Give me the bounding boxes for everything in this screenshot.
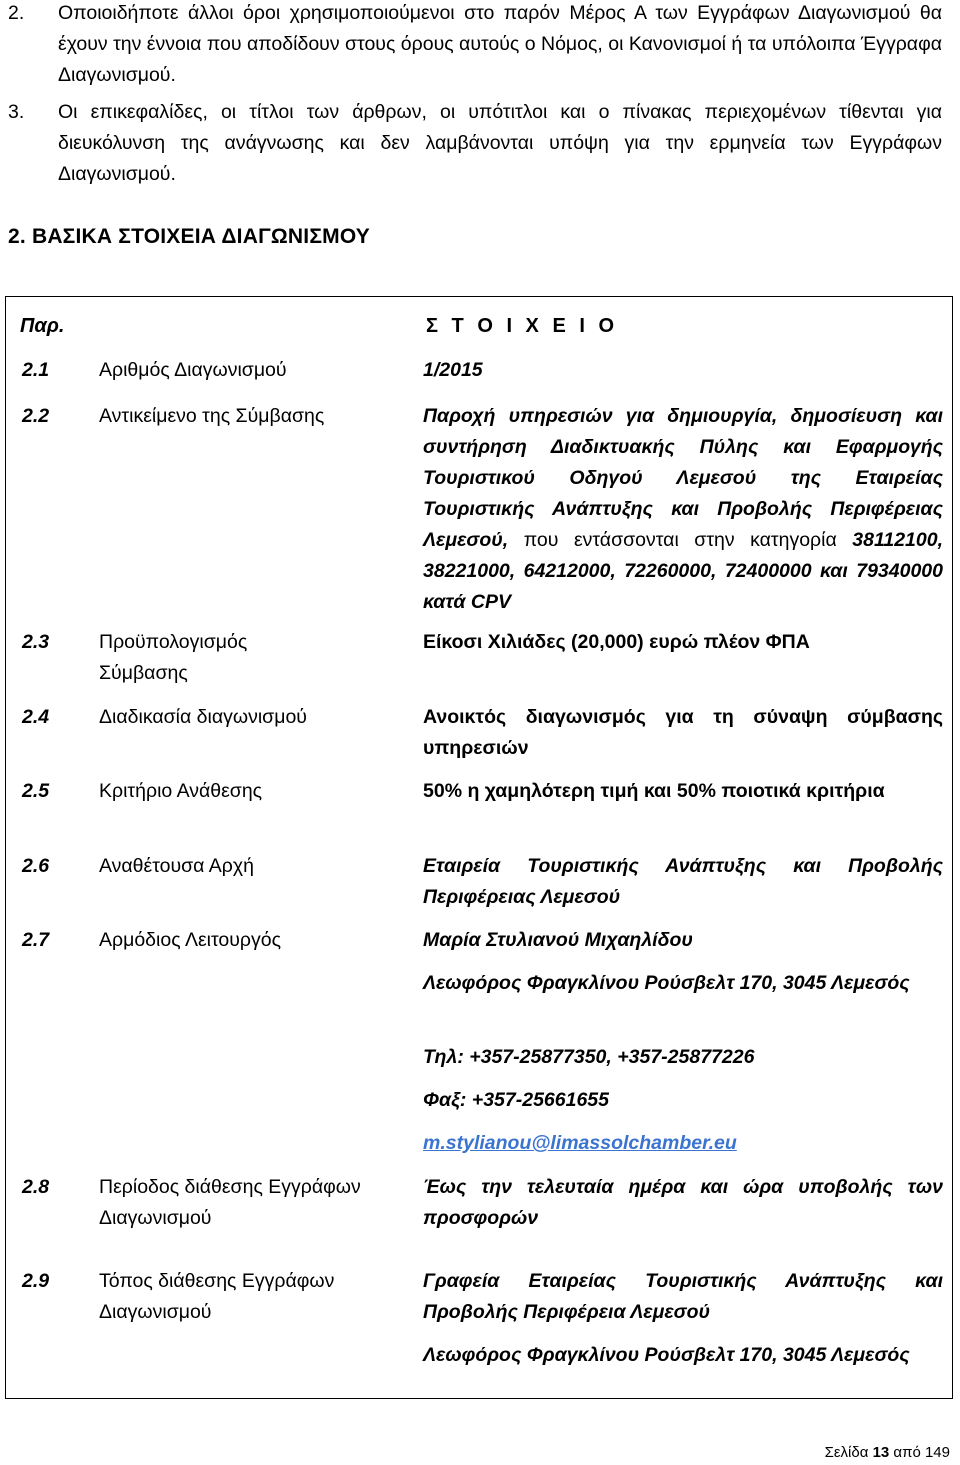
row-number: 2.9 [22,1270,50,1292]
row-value: 50% η χαμηλότερη τιμή και 50% ποιοτικά κριτήρια [423,780,885,802]
paragraph-text: Οι επικεφαλίδες, οι τίτλοι των άρθρων, οι υπότιτλοι και ο πίνακας περιεχομένων τίθενται για διευκόλυνση της ανάγνωσης και δεν λαμβάνονται υπόψη για την ερμηνεία των Εγγράφων Διαγωνισμού. [58,101,942,185]
footer-total-pages: 149 [924,1444,950,1461]
header-stoixeio: Σ Τ Ο Ι Χ Ε Ι Ο [426,315,619,337]
row-label: Αριθμός Διαγωνισμού [99,359,287,381]
cpv-codes: 38112100, 38221000, 64212000, 72260000, 72400000 και 79340000 κατά CPV [423,529,943,613]
basic-info-table [5,296,953,1399]
row-number: 2.2 [22,405,50,427]
officer-email-wrap [423,1128,943,1159]
row-value: 1/2015 [423,359,483,381]
officer-address: Λεωφόρος Φραγκλίνου Ρούσβελτ 170, 3045 Λεμεσός [423,972,910,994]
row-value: Ανοικτός διαγωνισμός για τη σύναψη σύμβασης υπηρεσιών [423,706,943,759]
paragraph-text: Οποιοιδήποτε άλλοι όροι χρησιμοποιούμενοι στο παρόν Μέρος Α των Εγγράφων Διαγωνισμού θα έχουν την έννοια που αποδίδουν στους όρους αυτούς ο Νόμος, οι Κανονισμοί ή τα υπόλοιπα Έγγραφα Διαγωνισμού. [58,2,942,86]
paragraph-number: 3. [8,101,25,123]
row-label: Διαδικασία διαγωνισμού [99,706,307,728]
row-label: Κριτήριο Ανάθεσης [99,780,263,802]
row-label: Περίοδος διάθεσης Εγγράφων Διαγωνισμού [99,1176,361,1229]
row-number: 2.4 [22,706,50,728]
row-label: Τόπος διάθεσης Εγγράφων Διαγωνισμού [99,1270,335,1323]
row-number: 2.5 [22,780,50,802]
row-number: 2.7 [22,929,50,951]
row-number: 2.8 [22,1176,50,1198]
subject-text: Παροχή υπηρεσιών για δημιουργία, δημοσίευση και συντήρηση Διαδικτυακής Πύλης και Εφαρμογής Τουριστικού Οδηγού Λεμεσού της Εταιρείας Τουριστικής Ανάπτυξης και Προβολής Περιφέρειας Λεμεσού, [423,405,943,551]
venue-address: Λεωφόρος Φραγκλίνου Ρούσβελτ 170, 3045 Λεμεσός [423,1344,910,1366]
row-value: Γραφεία Εταιρείας Τουριστικής Ανάπτυξης και Προβολής Περιφέρεια Λεμεσού [423,1270,943,1323]
row-label: Προϋπολογισμός Σύμβασης [99,631,248,684]
paragraph-number: 2. [8,2,25,24]
subject-category-text: που εντάσσονται στην κατηγορία [508,529,853,551]
row-value: Εταιρεία Τουριστικής Ανάπτυξης και Προβολής Περιφέρειας Λεμεσού [423,855,943,908]
footer-prefix: Σελίδα [824,1444,873,1461]
row-number: 2.1 [22,359,50,381]
row-value [423,401,943,618]
row-label: Αντικείμενο της Σύμβασης [99,405,325,427]
officer-fax: Φαξ: +357-25661655 [423,1089,609,1111]
row-number: 2.6 [22,855,50,877]
page-footer [825,1444,950,1461]
section-heading: 2. ΒΑΣΙΚΑ ΣΤΟΙΧΕΙΑ ΔΙΑΓΩΝΙΣΜΟΥ [8,225,370,248]
footer-page-number: 13 [872,1444,890,1461]
row-label: Αναθέτουσα Αρχή [99,855,254,877]
row-value: Είκοσι Χιλιάδες (20,000) ευρώ πλέον ΦΠΑ [423,631,810,653]
header-par: Παρ. [20,315,65,337]
row-number: 2.3 [22,631,50,653]
row-label: Αρμόδιος Λειτουργός [99,929,282,951]
officer-email-link[interactable]: m.stylianou@limassolchamber.eu [423,1132,737,1154]
row-value: Έως την τελευταία ημέρα και ώρα υποβολής των προσφορών [423,1176,943,1229]
officer-phone: Τηλ: +357-25877350, +357-25877226 [423,1046,755,1068]
row-value: Μαρία Στυλιανού Μιχαηλίδου [423,929,693,951]
footer-middle: από [889,1444,925,1461]
